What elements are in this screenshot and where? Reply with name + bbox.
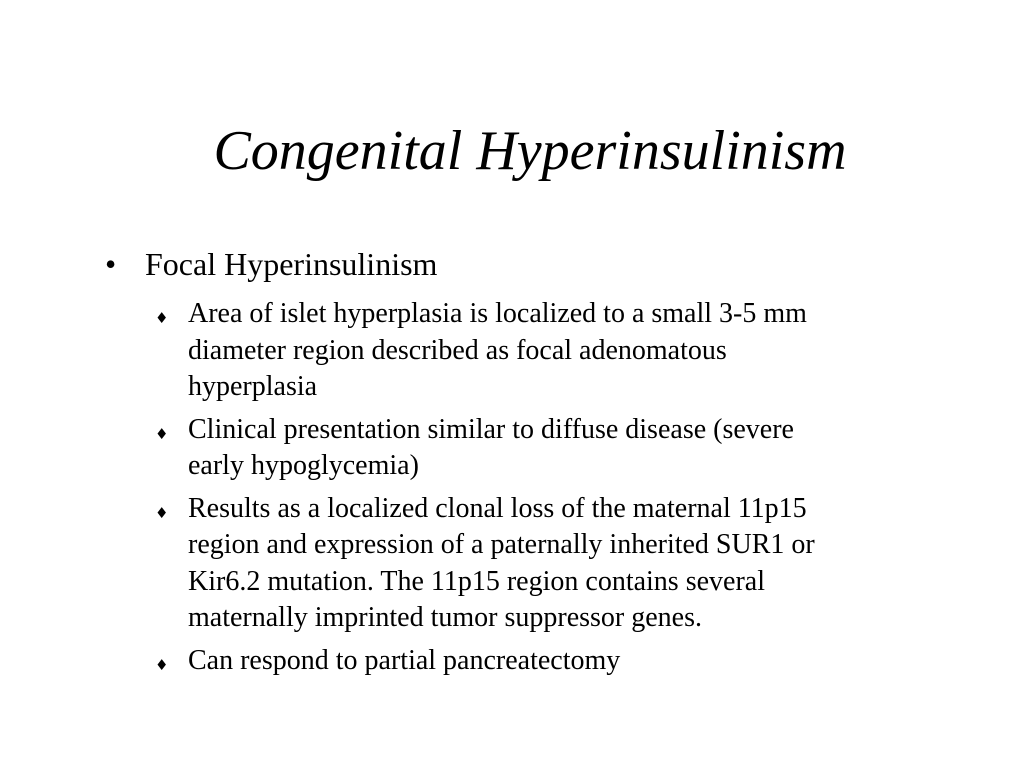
sub-bullet-line: Kir6.2 mutation. The 11p15 region contains several xyxy=(188,565,765,597)
sub-bullet-list xyxy=(155,296,975,685)
sub-bullet-line: Can respond to partial pancreatectomy xyxy=(188,644,621,676)
sub-bullet-item xyxy=(155,491,975,637)
sub-bullet-line: Clinical presentation similar to diffuse disease (severe xyxy=(188,413,794,445)
sub-bullet-line: maternally imprinted tumor suppressor genes. xyxy=(188,602,702,633)
sub-bullet-line: Area of islet hyperplasia is localized to a small 3-5 mm xyxy=(188,298,807,329)
sub-bullet-item xyxy=(155,643,975,680)
sub-bullet-line: hyperplasia xyxy=(188,371,318,402)
sub-bullet-item xyxy=(155,296,975,406)
sub-bullet-line: diameter region described as focal adenomatous xyxy=(188,334,727,366)
slide-title: Congenital Hyperinsulinism xyxy=(213,120,847,182)
sub-bullet-line: Results as a localized clonal loss of the maternal 11p15 xyxy=(188,492,807,524)
main-bullet-text: Focal Hyperinsulinism xyxy=(145,246,438,282)
diamond-bullet-icon: ♦ xyxy=(155,424,169,443)
diamond-bullet-icon: ♦ xyxy=(155,309,169,327)
diamond-bullet-icon: ♦ xyxy=(155,655,169,674)
sub-bullet-line: early hypoglycemia) xyxy=(188,450,419,481)
diamond-bullet-icon: ♦ xyxy=(155,503,169,522)
sub-bullet-line: region and expression of a paternally inherited SUR1 or xyxy=(188,529,815,560)
sub-bullet-item xyxy=(155,412,975,485)
bullet-icon: • xyxy=(105,246,117,282)
